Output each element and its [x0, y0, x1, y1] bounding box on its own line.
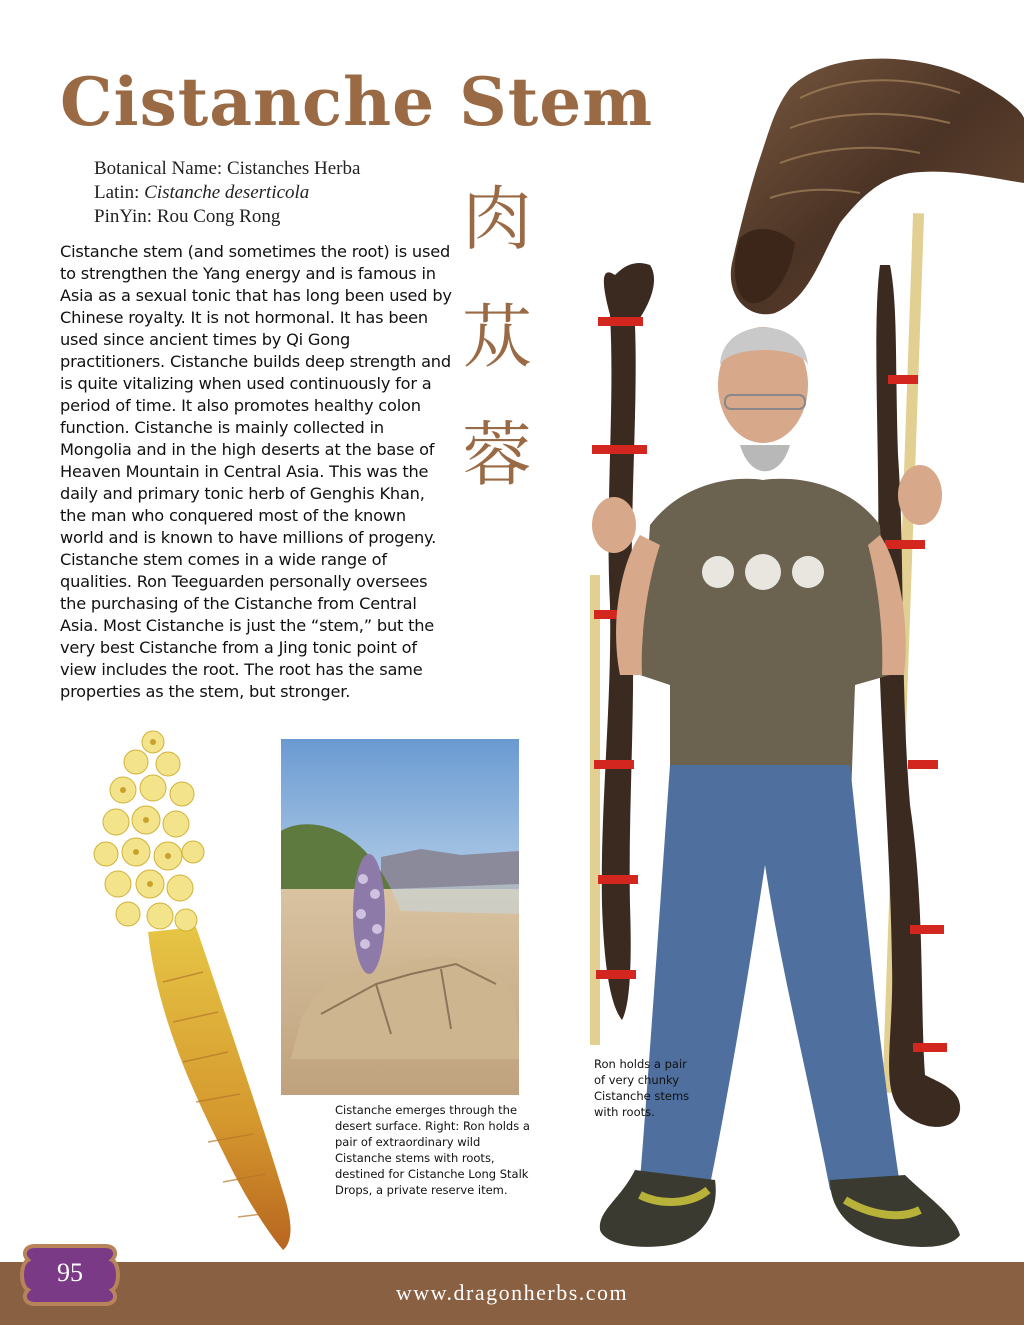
ron-caption: Ron holds a pair of very chunky Cistanche stems with roots. [594, 1057, 690, 1119]
latin-name [94, 181, 360, 205]
botanical-info [94, 157, 360, 229]
body-paragraph: Cistanche stem (and sometimes the root) is used to strengthen the Yang energy and is famous in Asia as a sexual tonic that has long been used by Chinese royalty. It is not hormonal. It has been used since ancient times by Qi Gong practitioners. Cistanche builds deep strength and is quite vitalizing when used continuously for a period of time. It also promotes healthy colon function. Cistanche is mainly collected in Mongolia and in the high deserts at the base of Heaven Mountain in Central Asia. This was the daily and primary tonic herb of Genghis Khan, the man who conquered most of the known world and is known to have millions of progeny. Cistanche stem comes in a wide range of qualities. Ron Teeguarden personally oversees the purchasing of the Cistanche from Central Asia. Most Cistanche is just the “stem,” but the very best Cistanche from a Jing tonic point of view includes the root. The root has the same properties as the stem, but stronger. [60, 242, 452, 701]
page-number: 95 [57, 1258, 83, 1287]
desert-caption: Cistanche emerges through the desert surface. Right: Ron holds a pair of extraordinary wild Cistanche stems with roots, destined for Cistanche Long Stalk Drops, a private reserve item. [335, 1103, 530, 1197]
cistanche-illustration [78, 722, 308, 1257]
footer-bar [0, 1262, 1024, 1325]
footer-url[interactable]: www.dragonherbs.com [395, 1280, 629, 1305]
desert-photo [281, 739, 519, 1095]
latin-value: Cistanche deserticola [144, 182, 310, 203]
pinyin-name: PinYin: Rou Cong Rong [94, 206, 281, 227]
chinese-char: 肉 [462, 178, 532, 260]
latin-label: Latin: [94, 182, 145, 203]
chinese-name [452, 160, 542, 514]
botanical-name: Botanical Name: Cistanches Herba [94, 158, 361, 179]
page-title: Cistanche Stem [60, 63, 654, 141]
chinese-char: 蓉 [462, 414, 532, 496]
chinese-char: 苁 [462, 296, 532, 378]
